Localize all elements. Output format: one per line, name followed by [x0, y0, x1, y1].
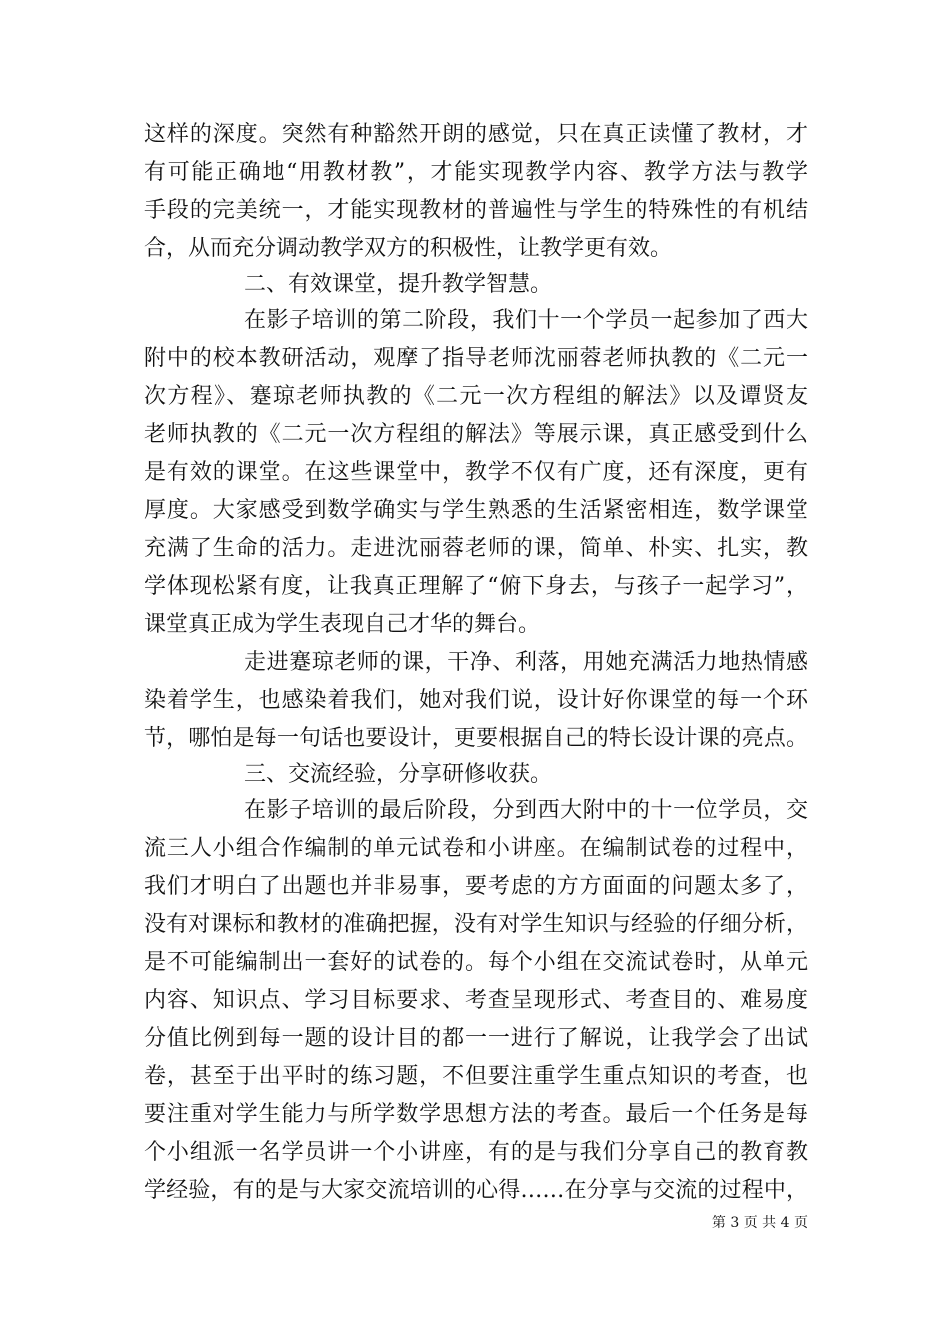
- paragraph-line: 内容、知识点、学习目标要求、考查呈现形式、考查目的、难易度: [144, 988, 808, 1013]
- paragraph-line: 手段的完美统一，才能实现教材的普遍性与学生的特殊性的有机结: [144, 198, 808, 223]
- paragraph-line: 这样的深度。突然有种豁然开朗的感觉，只在真正读懂了教材，才: [144, 122, 808, 147]
- paragraph-line: 课堂真正成为学生表现自己才华的舞台。: [144, 612, 541, 637]
- paragraph-line: 走进蹇琼老师的课，干净、利落，用她充满活力地热情感: [244, 650, 808, 675]
- paragraph-line: 老师执教的《二元一次方程组的解法》等展示课，真正感受到什么: [144, 422, 808, 447]
- paragraph-line: 流三人小组合作编制的单元试卷和小讲座。在编制试卷的过程中，: [144, 836, 808, 861]
- paragraph-line: 在影子培训的第二阶段，我们十一个学员一起参加了西大: [244, 308, 808, 333]
- paragraph-line: 附中的校本教研活动，观摩了指导老师沈丽蓉老师执教的《二元一: [144, 346, 808, 371]
- paragraph-line: 学体现松紧有度，让我真正理解了“俯下身去，与孩子一起学习”，: [144, 574, 808, 599]
- paragraph-line: 厚度。大家感受到数学确实与学生熟悉的生活紧密相连，数学课堂: [144, 498, 808, 523]
- paragraph-line: 次方程》、蹇琼老师执教的《二元一次方程组的解法》以及谭贤友: [144, 384, 808, 409]
- paragraph-line: 染着学生，也感染着我们，她对我们说，设计好你课堂的每一个环: [144, 688, 808, 713]
- paragraph-line: 合，从而充分调动教学双方的积极性，让教学更有效。: [144, 236, 673, 261]
- paragraph-line: 卷，甚至于出平时的练习题，不但要注重学生重点知识的考查，也: [144, 1064, 808, 1089]
- paragraph-line: 在影子培训的最后阶段，分到西大附中的十一位学员，交: [244, 798, 808, 823]
- paragraph-line: 没有对课标和教材的准确把握，没有对学生知识与经验的仔细分析，: [144, 912, 808, 937]
- section-heading: 三、交流经验，分享研修收获。: [244, 762, 553, 787]
- paragraph-line: 个小组派一名学员讲一个小讲座，有的是与我们分享自己的教育教: [144, 1140, 808, 1165]
- paragraph-line: 学经验，有的是与大家交流培训的心得……在分享与交流的过程中，: [144, 1178, 808, 1203]
- paragraph-line: 我们才明白了出题也并非易事，要考虑的方方面面的问题太多了，: [144, 874, 808, 899]
- page-number-footer: 第 3 页 共 4 页: [711, 1215, 808, 1231]
- paragraph-line: 节，哪怕是每一句话也要设计，更要根据自己的特长设计课的亮点。: [144, 726, 808, 751]
- paragraph-line: 分值比例到每一题的设计目的都一一进行了解说，让我学会了出试: [144, 1026, 808, 1051]
- paragraph-line: 有可能正确地“用教材教”，才能实现教学内容、教学方法与教学: [144, 160, 808, 185]
- paragraph-line: 要注重对学生能力与所学数学思想方法的考查。最后一个任务是每: [144, 1102, 808, 1127]
- section-heading: 二、有效课堂，提升教学智慧。: [244, 272, 553, 297]
- paragraph-line: 是不可能编制出一套好的试卷的。每个小组在交流试卷时，从单元: [144, 950, 808, 975]
- paragraph-line: 充满了生命的活力。走进沈丽蓉老师的课，简单、朴实、扎实，教: [144, 536, 808, 561]
- paragraph-line: 是有效的课堂。在这些课堂中，教学不仅有广度，还有深度，更有: [144, 460, 808, 485]
